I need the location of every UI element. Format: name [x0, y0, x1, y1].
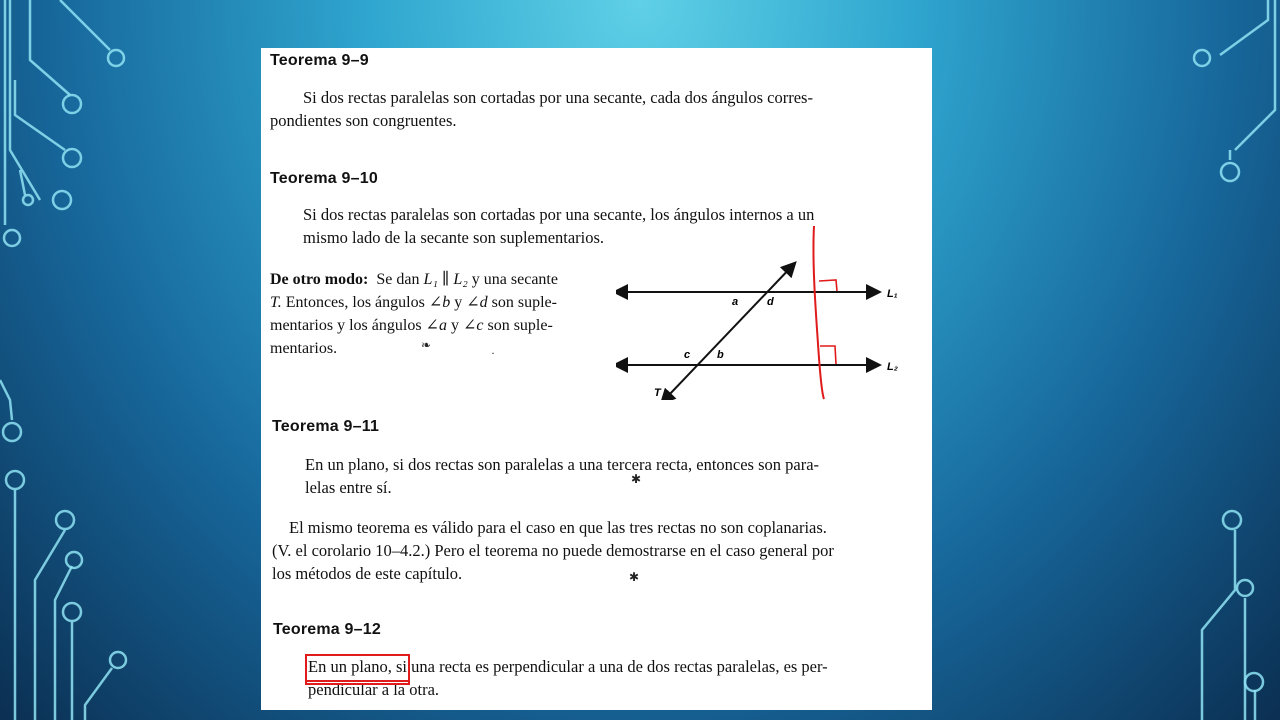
theorem-statement: [303, 86, 923, 109]
red-underline: [307, 680, 408, 682]
angle-label-d: d: [767, 296, 774, 308]
parallel-lines-diagram: [616, 224, 932, 400]
statement-line: los métodos de este capítulo.: [272, 564, 463, 583]
otro-modo-line: [270, 314, 615, 337]
statement-line: pendicular a la otra.: [308, 680, 440, 699]
parallel-relation: L₁ ∥ L₂: [423, 271, 468, 288]
text-span: y una secante: [471, 271, 558, 288]
angle-label-c: c: [684, 349, 691, 361]
circuit-decoration-right: [1140, 0, 1280, 720]
otro-modo-line: mentarios.: [270, 340, 338, 357]
variable: T.: [270, 294, 282, 311]
otro-modo-paragraph: [270, 268, 615, 360]
angle-symbol: ∠d: [466, 294, 488, 311]
transversal-t: [668, 264, 794, 396]
theorem-statement-continued: [270, 109, 910, 132]
red-perpendicular-line: [813, 226, 824, 399]
statement-line: Si dos rectas paralelas son cortadas por una secante, los ángulos internos a un: [303, 205, 815, 224]
line-label-l1: L₁: [887, 288, 898, 300]
text-span: son suple-: [487, 317, 553, 334]
text-span: y: [454, 294, 463, 311]
otro-modo-line: [270, 268, 615, 291]
scan-speck: ❧: [421, 338, 432, 352]
theorem-heading: Teorema 9–10: [270, 170, 378, 187]
remark-line: [289, 516, 929, 539]
scan-speck: ✱: [631, 472, 642, 486]
theorem-heading: Teorema 9–12: [273, 621, 381, 638]
theorem-heading: Teorema 9–11: [272, 418, 380, 435]
text-span: y: [450, 317, 459, 334]
angle-label-b: b: [717, 349, 724, 361]
text-span: son suple-: [491, 294, 557, 311]
line-label-l2: L₂: [887, 361, 898, 373]
circuit-decoration-left: [0, 0, 140, 720]
text-span: si una recta es perpendicular a una de dos rectas paralelas, es per-: [391, 657, 828, 676]
statement-line: pondientes son congruentes.: [270, 111, 457, 130]
red-right-angle-mark: [819, 280, 837, 291]
otro-modo-label: De otro modo:: [270, 271, 369, 288]
theorem-statement: [305, 453, 925, 499]
statement-line: El mismo teorema es válido para el caso en que las tres rectas no son coplanarias.: [289, 518, 827, 537]
statement-line: En un plano, si dos rectas son paralelas a una tercera recta, entonces son para-: [305, 455, 820, 474]
angle-symbol: ∠b: [428, 294, 451, 311]
statement-line: mismo lado de la secante son suplementarios.: [303, 228, 605, 247]
theorem-heading: Teorema 9–9: [270, 52, 369, 69]
angle-symbol: ∠c: [462, 317, 484, 334]
remark-paragraph: [272, 539, 922, 585]
document-page: [261, 48, 932, 710]
text-span: Entonces, los ángulos: [285, 294, 425, 311]
highlighted-phrase: En un plano,: [308, 657, 392, 676]
statement-line: (V. el corolario 10–4.2.) Pero el teorema no puede demostrarse en el caso general por: [272, 541, 834, 560]
scan-speck: ✱: [629, 570, 640, 584]
scan-speck: ·: [491, 346, 495, 360]
angle-label-a: a: [732, 296, 739, 308]
transversal-label: T: [654, 387, 661, 399]
statement-line: Si dos rectas paralelas son cortadas por una secante, cada dos ángulos corres-: [303, 88, 813, 107]
text-span: Se dan: [376, 271, 420, 288]
angle-symbol: ∠a: [425, 317, 447, 334]
otro-modo-line: [270, 291, 615, 314]
text-span: mentarios y los ángulos: [270, 317, 422, 334]
statement-line: lelas entre sí.: [305, 478, 392, 497]
red-right-angle-mark: [820, 346, 836, 364]
